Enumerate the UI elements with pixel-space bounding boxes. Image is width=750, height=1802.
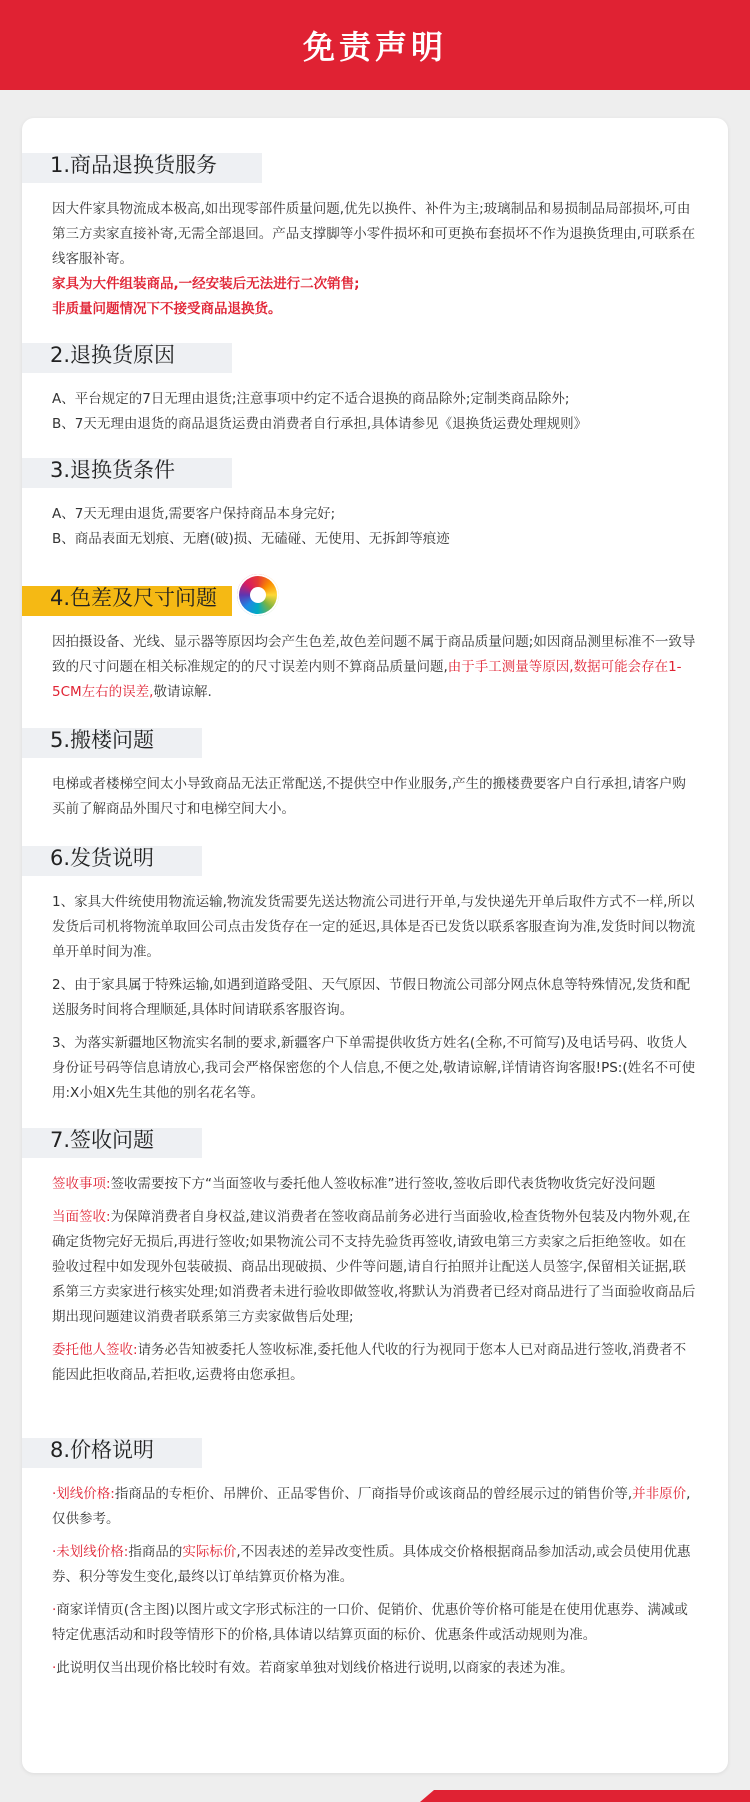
text-highlight: 实际标价	[182, 1544, 237, 1560]
section-header	[22, 1118, 728, 1158]
page-title: 免责声明	[302, 28, 447, 66]
section-signing	[22, 1118, 728, 1396]
section-return-conditions	[22, 448, 728, 552]
disclaimer-card	[22, 118, 728, 1773]
text-highlight: 由于手工测量等原因,数据可能会存在1-5CM左右的误差,	[52, 659, 682, 700]
list-item: B、商品表面无划痕、无磨(破)损、无磕碰、无使用、无拆卸等痕迹	[52, 531, 450, 547]
entry-label: 未划线价格:	[56, 1544, 129, 1560]
list-item: A、7天无理由退货,需要客户保持商品本身完好;	[52, 506, 336, 522]
section-title: 5.搬楼问题	[50, 728, 155, 752]
paragraph	[52, 630, 698, 705]
bullet: ·	[52, 1602, 57, 1618]
notice-line: 家具为大件组装商品,一经安装后无法进行二次销售;	[52, 276, 360, 292]
section-return-service	[22, 143, 728, 322]
section-stairs	[22, 718, 728, 830]
entry-text: 指商品的	[128, 1544, 183, 1560]
section-header	[22, 1428, 728, 1468]
entry-text: 请务必告知被委托人签收标准,委托他人代收的行为视同于您本人已对商品进行签收,消费者不能因此拒收商品,若拒收,运费将由您承担。	[52, 1342, 687, 1383]
header-banner	[0, 0, 750, 90]
entry-text: 商家详情页(含主图)以图片或文字形式标注的一口价、促销价、优惠价等价格可能是在使用优惠券、满减或特定优惠活动和时段等情形下的价格,具体请以结算页面的标价、优惠条件或活动规则为准。	[52, 1602, 688, 1643]
paragraph	[52, 1338, 698, 1388]
bullet: ·	[52, 1486, 57, 1502]
text-normal: 敬请谅解.	[153, 684, 212, 700]
list-item: B、7天无理由退货的商品退货运费由消费者自行承担,具体请参见《退换货运费处理规则》	[52, 416, 588, 432]
notice-line: 非质量问题情况下不接受商品退换货。	[52, 301, 282, 317]
section-title: 7.签收问题	[50, 1128, 155, 1152]
entry-label: 委托他人签收:	[52, 1342, 138, 1358]
section-pricing	[22, 1428, 728, 1689]
section-header	[22, 718, 728, 758]
paragraph	[52, 1598, 698, 1648]
paragraph	[52, 1172, 698, 1197]
bullet: ·	[52, 1660, 57, 1676]
paragraph	[52, 1540, 698, 1590]
section-title: 6.发货说明	[50, 846, 155, 870]
color-wheel-icon	[237, 574, 279, 616]
paragraph	[52, 1205, 698, 1330]
list-item: A、平台规定的7日无理由退货;注意事项中约定不适合退换的商品除外;定制类商品除外;	[52, 391, 570, 407]
entry-label: 划线价格:	[56, 1486, 115, 1502]
section-header	[22, 836, 728, 876]
section-header	[22, 143, 728, 183]
entry-text: 指商品的专柜价、吊牌价、正品零售价、厂商指导价或该商品的曾经展示过的销售价等,	[114, 1486, 633, 1502]
section-title: 2.退换货原因	[50, 343, 176, 367]
entry-label: 当面签收:	[52, 1209, 111, 1225]
paragraph	[52, 1656, 698, 1681]
paragraph: 电梯或者楼梯空间太小导致商品无法正常配送,不提供空中作业服务,产生的搬楼费要客户自行承担,请客户购买前了解商品外围尺寸和电梯空间大小。	[52, 776, 686, 817]
section-title: 3.退换货条件	[50, 458, 176, 482]
paragraph: 1、家具大件统使用物流运输,物流发货需要先送达物流公司进行开单,与发快递先开单后取件方式不一样,所以发货后司机将物流单取回公司点击发货存在一定的延迟,具体是否已发货以联系客服查询为准,发货时间以物流单开单时间为准。	[52, 894, 696, 960]
section-header	[22, 333, 728, 373]
section-header	[22, 448, 728, 488]
entry-text: 为保障消费者自身权益,建议消费者在签收商品前务必进行当面验收,检查货物外包装及内物外观,在确定货物完好无损后,再进行签收;如果物流公司不支持先验货再签收,请致电第三方卖家之后拒绝签收。如在验收过程中如发现外包装破损、商品出现破损、少件等问题,请自行拍照并让配送人员签字,保留相关证据,联系第三方卖家进行核实处理;如消费者未进行验收即做签收,将默认为消费者已经对商品进行了当面验收商品后期出现问题建议消费者联系第三方卖家做售后处理;	[52, 1209, 696, 1325]
paragraph: 3、为落实新疆地区物流实名制的要求,新疆客户下单需提供收货方姓名(全称,不可简写)及电话号码、收货人身份证号码等信息请放心,我司会严格保密您的个人信息,不便之处,敬请谅解,详情请咨询客服!PS:(姓名不可使用:X小姐X先生其他的别名花名等。	[52, 1035, 696, 1101]
section-title: 1.商品退换货服务	[50, 153, 218, 177]
entry-text: ,仅供参考。	[52, 1486, 691, 1527]
bullet: ·	[52, 1544, 57, 1560]
section-return-reasons	[22, 333, 728, 437]
paragraph	[52, 1482, 698, 1532]
section-title: 4.色差及尺寸问题	[50, 586, 218, 610]
section-header	[22, 576, 728, 616]
text-highlight: 并非原价	[632, 1486, 687, 1502]
bottom-accent-stripe	[420, 1790, 750, 1802]
entry-label: 签收事项:	[52, 1176, 111, 1192]
entry-text: 此说明仅当出现价格比较时有效。若商家单独对划线价格进行说明,以商家的表述为准。	[56, 1660, 574, 1676]
section-color-size	[22, 576, 728, 713]
section-shipping	[22, 836, 728, 1114]
section-title: 8.价格说明	[50, 1438, 155, 1462]
text-normal: 因拍摄设备、光线、显示器等原因均会产生色差,故色差问题不属于商品质量问题;如因商品测里标准不一致导致的尺寸问题在相关标准规定的的尺寸误差内则不算商品质量问题,	[52, 634, 696, 675]
paragraph: 2、由于家具属于特殊运输,如遇到道路受阻、天气原因、节假日物流公司部分网点休息等特殊情况,发货和配送服务时间将合理顺延,具体时间请联系客服咨询。	[52, 977, 691, 1018]
paragraph: 因大件家具物流成本极高,如出现零部件质量问题,优先以换件、补件为主;玻璃制品和易损制品局部损坏,可由第三方卖家直接补寄,无需全部退回。产品支撑脚等小零件损坏和可更换布套损坏不作为退换货理由,可联系在线客服补寄。	[52, 201, 696, 267]
entry-text: ,不因表述的差异改变性质。具体成交价格根据商品参加活动,或会员使用优惠券、积分等发生变化,最终以订单结算页价格为准。	[52, 1544, 691, 1585]
entry-text: 签收需要按下方“当面签收与委托他人签收标准”进行签收,签收后即代表货物收货完好没问题	[110, 1176, 656, 1192]
